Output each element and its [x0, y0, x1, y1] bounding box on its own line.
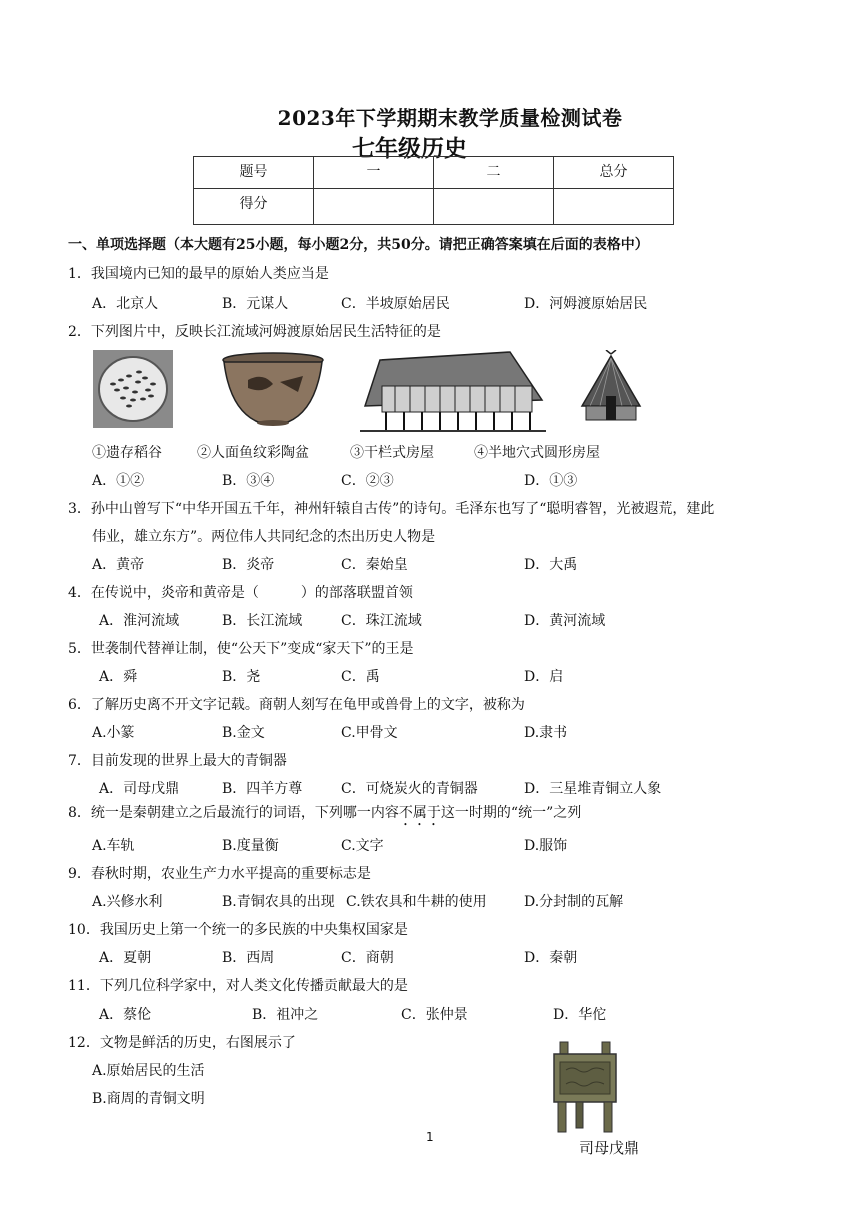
q4-option-c: C．珠江流域	[341, 613, 422, 629]
q7-option-b: B．四羊方尊	[222, 781, 303, 797]
score-header-cell: 二	[434, 157, 554, 189]
q2-caption-3: ③干栏式房屋	[350, 445, 434, 461]
q3-option-a: A．黄帝	[92, 557, 145, 573]
q8-option-b: B.度量衡	[222, 838, 279, 854]
score-header-cell: 总分	[554, 157, 674, 189]
q1-option-b: B．元谋人	[222, 296, 289, 312]
q9-option-a: A.兴修水利	[92, 894, 163, 910]
stilt-house-image	[360, 348, 546, 434]
q11-option-b: B．祖冲之	[252, 1007, 319, 1023]
score-header-cell: 题号	[194, 157, 314, 189]
score-header-cell: 一	[314, 157, 434, 189]
q9-option-d: D.分封制的瓦解	[524, 894, 624, 910]
q12-option-a: A.原始居民的生活	[92, 1063, 205, 1079]
q10-option-a: A．夏朝	[99, 950, 152, 966]
q7-option-a: A．司母戊鼎	[99, 781, 180, 797]
q8-emphasis-not-belong: 不属于	[398, 805, 441, 821]
q11-option-d: D．华佗	[553, 1007, 607, 1023]
question-12-stem: 12．文物是鲜活的历史，右图展示了	[68, 1035, 296, 1051]
q5-option-b: B．尧	[222, 669, 261, 685]
q2-caption-4: ④半地穴式圆形房屋	[474, 445, 600, 461]
q6-option-a: A.小篆	[92, 725, 135, 741]
simuwu-ding-image	[548, 1040, 622, 1136]
question-7-stem: 7．目前发现的世界上最大的青铜器	[68, 753, 287, 769]
q2-option-c: C．②③	[341, 473, 394, 489]
q1-option-a: A．北京人	[92, 296, 159, 312]
exam-title: 2023年下学期期末教学质量检测试卷	[277, 106, 623, 130]
q1-option-d: D．河姆渡原始居民	[524, 296, 648, 312]
score-table	[193, 156, 674, 225]
round-house-image	[578, 350, 644, 430]
q4-option-a: A．淮河流域	[99, 613, 180, 629]
score-input-cell[interactable]	[434, 189, 554, 225]
q8-stem-part-a: 8．统一是秦朝建立之后最流行的词语，下列哪一内容	[68, 805, 399, 821]
q12-option-b: B.商周的青铜文明	[92, 1091, 205, 1107]
q4-option-b: B．长江流域	[222, 613, 303, 629]
ding-image-label: 司母戊鼎	[579, 1139, 640, 1157]
score-input-cell[interactable]	[314, 189, 434, 225]
painted-pottery-basin-image	[218, 350, 328, 430]
q4-option-d: D．黄河流域	[524, 613, 606, 629]
q9-option-b: B.青铜农具的出现	[222, 894, 335, 910]
q2-caption-2: ②人面鱼纹彩陶盆	[197, 445, 309, 461]
q11-option-c: C．张仲景	[401, 1007, 468, 1023]
q8-option-d: D.服饰	[524, 838, 568, 854]
q10-option-d: D．秦朝	[524, 950, 578, 966]
question-3-stem-line2: 伟业，雄立东方”。两位伟人共同纪念的杰出历史人物是	[92, 529, 436, 545]
question-5-stem: 5．世袭制代替禅让制，使“公天下”变成“家天下”的王是	[68, 641, 414, 657]
q3-option-c: C．秦始皇	[341, 557, 408, 573]
score-input-cell[interactable]	[554, 189, 674, 225]
question-11-stem: 11．下列几位科学家中，对人类文化传播贡献最大的是	[68, 978, 408, 994]
question-9-stem: 9．春秋时期，农业生产力水平提高的重要标志是	[68, 866, 371, 882]
q5-option-d: D．启	[524, 669, 564, 685]
q8-stem-part-b: 这一时期的“统一”之列	[440, 805, 582, 821]
q11-option-a: A．蔡伦	[99, 1007, 152, 1023]
q2-option-a: A．①②	[92, 473, 145, 489]
question-1-stem: 1．我国境内已知的最早的原始人类应当是	[68, 266, 329, 282]
q2-option-b: B．③④	[222, 473, 275, 489]
score-label-cell: 得分	[194, 189, 314, 225]
q5-option-c: C．禹	[341, 669, 380, 685]
q9-option-c: C.铁农具和牛耕的使用	[346, 894, 487, 910]
q3-option-d: D．大禹	[524, 557, 578, 573]
q5-option-a: A．舜	[99, 669, 138, 685]
question-10-stem: 10．我国历史上第一个统一的多民族的中央集权国家是	[68, 922, 408, 938]
q8-option-c: C.文字	[341, 838, 384, 854]
question-6-stem: 6．了解历史离不开文字记载。商朝人刻写在龟甲或兽骨上的文字，被称为	[68, 697, 525, 713]
q6-option-d: D.隶书	[524, 725, 568, 741]
rice-grain-image	[93, 350, 173, 428]
exam-subtitle: 七年级历史	[352, 135, 467, 162]
q7-option-d: D．三星堆青铜立人象	[524, 781, 662, 797]
page-number: 1	[426, 1130, 434, 1144]
q8-option-a: A.车轨	[92, 838, 135, 854]
q2-option-d: D．①③	[524, 473, 578, 489]
q1-option-c: C．半坡原始居民	[341, 296, 450, 312]
section-heading: 一、单项选择题（本大题有25小题，每小题2分，共50分。请把正确答案填在后面的表格中）	[68, 237, 649, 253]
q3-option-b: B．炎帝	[222, 557, 275, 573]
question-4-stem: 4．在传说中，炎帝和黄帝是（ ）的部落联盟首领	[68, 585, 413, 601]
q6-option-b: B.金文	[222, 725, 265, 741]
q6-option-c: C.甲骨文	[341, 725, 398, 741]
q7-option-c: C．可烧炭火的青铜器	[341, 781, 478, 797]
q2-caption-1: ①遗存稻谷	[92, 445, 162, 461]
q10-option-c: C．商朝	[341, 950, 394, 966]
question-3-stem-line1: 3．孙中山曾写下“中华开国五千年，神州轩辕自古传”的诗句。毛泽东也写了“聪明睿智，光被遐荒，建此	[68, 501, 715, 517]
q10-option-b: B．西周	[222, 950, 275, 966]
question-2-stem: 2．下列图片中，反映长江流域河姆渡原始居民生活特征的是	[68, 324, 441, 340]
question-8-stem	[68, 802, 581, 829]
